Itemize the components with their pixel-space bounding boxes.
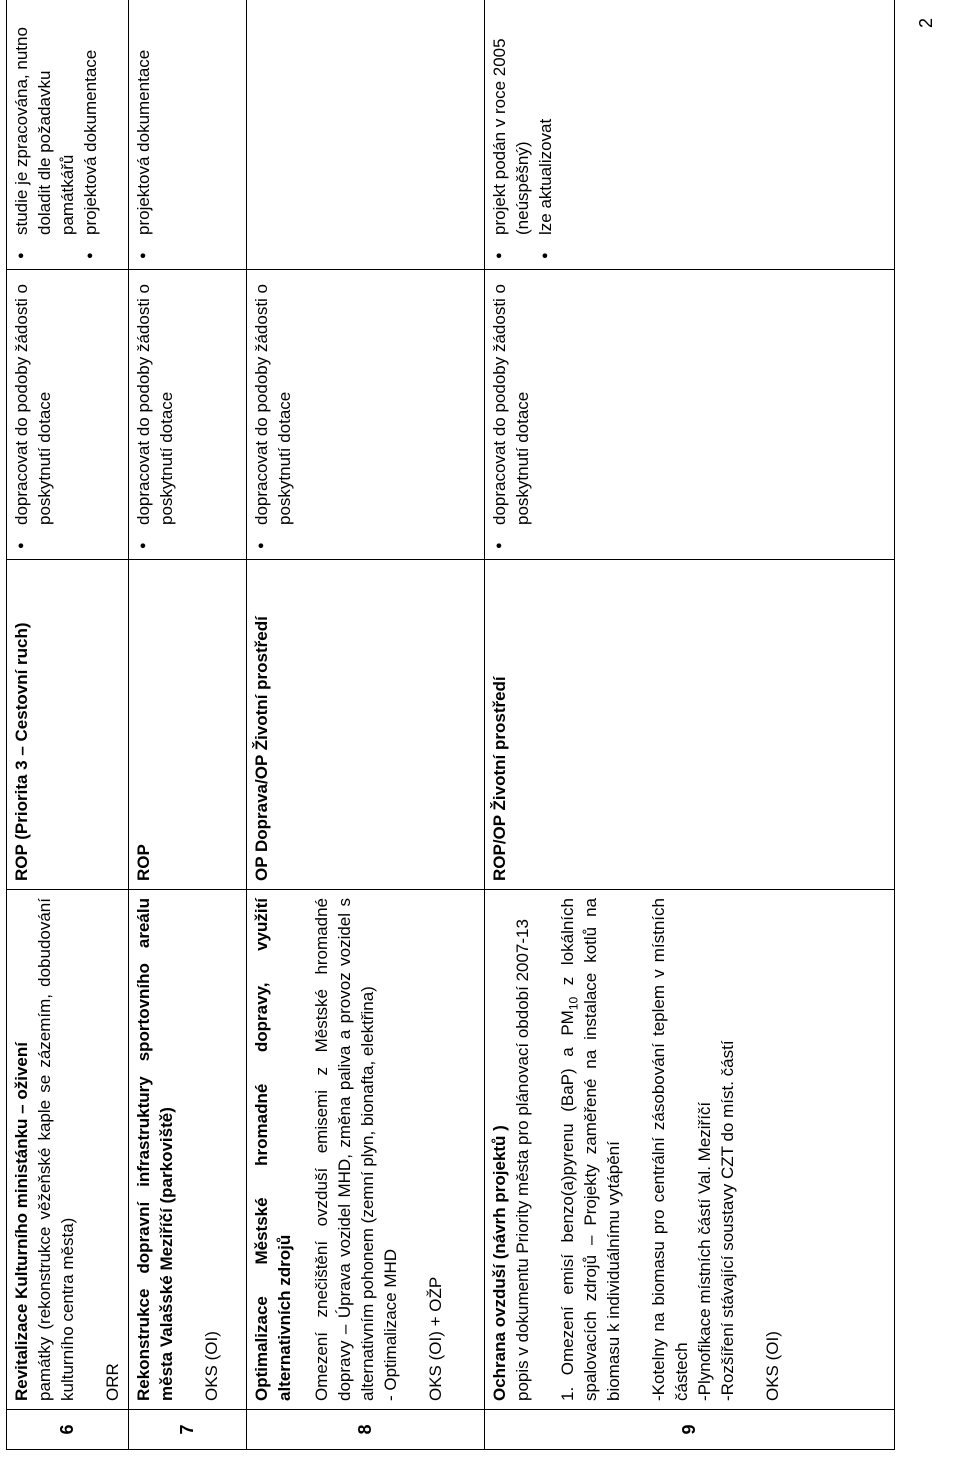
funding-program: ROP (Priorita 3 – Cestovní ruch): [7, 560, 129, 890]
table-row: [485, 0, 895, 1450]
table-row: [7, 0, 129, 1450]
row-number: 9: [485, 1410, 895, 1450]
row-number: 8: [247, 1410, 485, 1450]
projects-table: [6, 0, 895, 1450]
project-detail: Omezení znečištění ovzduší emisemi z Městské hromadné dopravy – Úprava vozidel MHD, změna paliva a provoz vozidel s alternativním pohonem (zemní plyn, bionafta, elektřina): [312, 898, 377, 1401]
next-step: [247, 270, 485, 560]
project-description: [7, 890, 129, 1410]
responsible-dept: ORR: [103, 1363, 122, 1401]
project-detail: popis v dokumentu Priority města pro plánovací období 2007-13: [513, 919, 532, 1401]
responsible-dept: OKS (OI): [202, 1331, 221, 1401]
list-item: ● dopracovat do podoby žádosti o poskytnutí dotace: [10, 278, 56, 551]
list-item: ● projektová dokumentace: [132, 6, 155, 261]
list-item: ● projekt podán v roce 2005 (neúspěšný): [488, 6, 534, 261]
project-detail: -Kotelny na biomasu pro centrální zásobování teplem v místních částech: [649, 898, 691, 1401]
list-item: ● dopracovat do podoby žádosti o poskytnutí dotace: [132, 278, 178, 551]
next-step: [7, 270, 129, 560]
project-detail: památky (rekonstrukce věžeňské kaple se zázemím, dobudování kulturního centra města): [35, 898, 77, 1401]
table-row: [247, 0, 485, 1450]
notes: [129, 0, 247, 270]
page-number: 2: [916, 18, 936, 29]
project-title: Ochrana ovzduší (návrh projektů ): [490, 1125, 509, 1401]
responsible-dept: OKS (OI): [763, 1331, 782, 1401]
row-number: 6: [7, 1410, 129, 1450]
next-step: [129, 270, 247, 560]
project-detail: - Optimalizace MHD: [381, 1248, 400, 1401]
row-number: 7: [129, 1410, 247, 1450]
project-description: [247, 890, 485, 1410]
responsible-dept: OKS (OI) + OŽP: [426, 1276, 445, 1401]
list-item: ● dopracovat do podoby žádosti o poskytnutí dotace: [488, 278, 534, 551]
project-description: [485, 890, 895, 1410]
list-item: ● dopracovat do podoby žádosti o poskytnutí dotace: [250, 278, 296, 551]
project-title: Rekonstrukce dopravní infrastruktury sportovního areálu města Valašské Meziříčí (parkoviště): [134, 898, 176, 1401]
notes: [485, 0, 895, 270]
project-detail: 1. Omezení emisí benzo(a)pyrenu (BaP) a $PM_{10}$ z lokálních spalovacích zdrojů – Projekty zaměřené na instalace kotlů na biomasu k individuálnímu vytápění: [558, 898, 623, 1401]
project-detail: -Rozšíření stávající soustavy CZT do míst. částí: [718, 1040, 737, 1401]
notes: [247, 0, 485, 270]
funding-program: OP Doprava/OP Životní prostředí: [247, 560, 485, 890]
project-title: Revitalizace Kulturního ministánku – oživení: [12, 1042, 31, 1401]
list-item: ● projektová dokumentace: [79, 6, 102, 261]
project-detail: -Plynofikace místních částí Val. Meziříčí: [695, 1101, 714, 1401]
list-item: ● lze aktualizovat: [534, 6, 557, 261]
funding-program: ROP: [129, 560, 247, 890]
project-description: [129, 890, 247, 1410]
table-row: [129, 0, 247, 1450]
project-title: Optimalizace Městské hromadné dopravy, využití alternativních zdrojů: [252, 898, 294, 1401]
funding-program: ROP/OP Životní prostředí: [485, 560, 895, 890]
next-step: [485, 270, 895, 560]
notes: [7, 0, 129, 270]
list-item: ● studie je zpracována, nutno doladit dle požadavku památkářů: [10, 6, 79, 261]
